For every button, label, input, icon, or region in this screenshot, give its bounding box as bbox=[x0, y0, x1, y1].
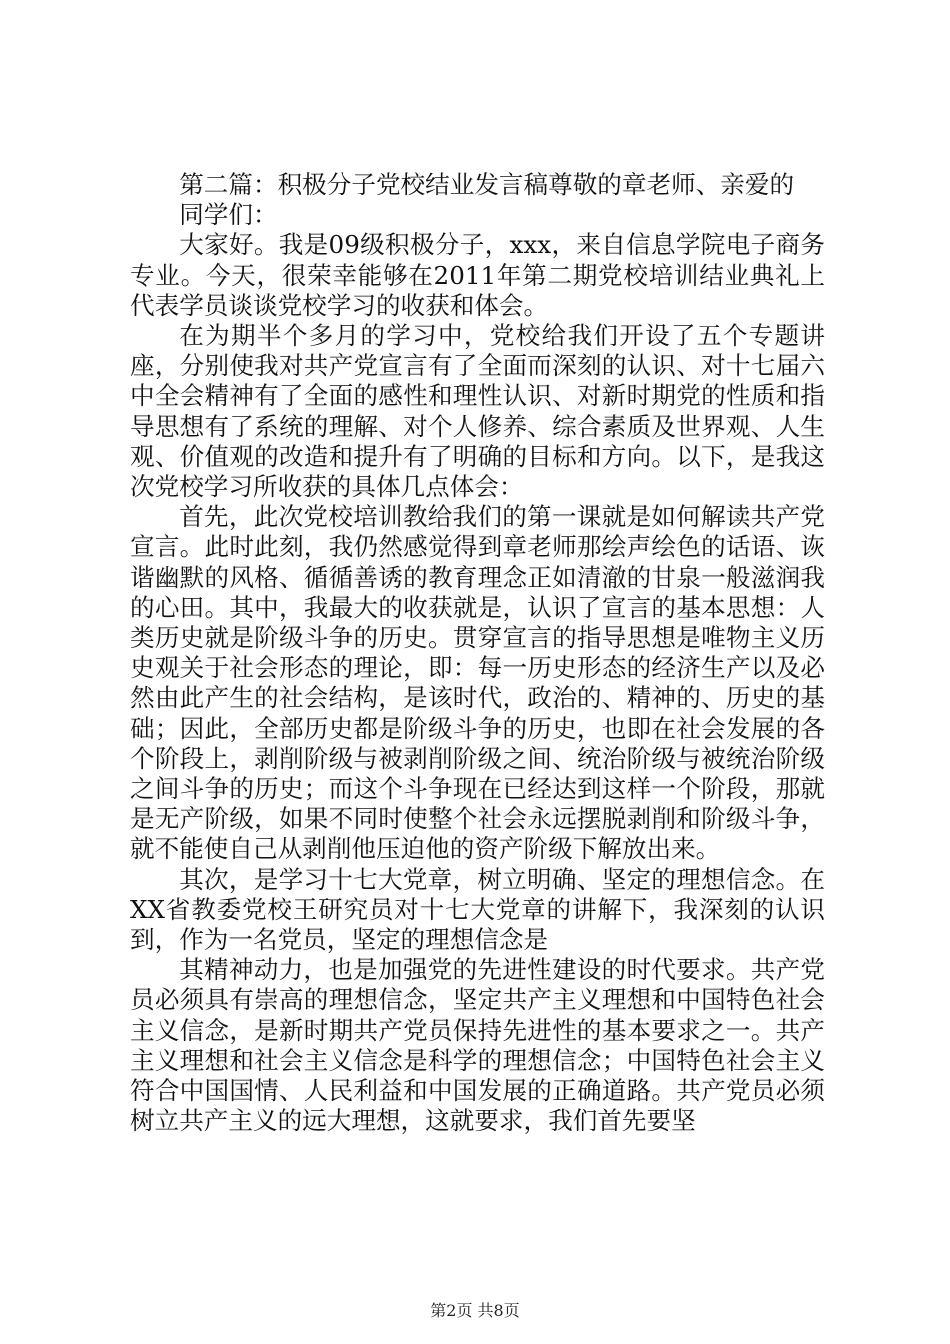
paragraph-first-point: 首先，此次党校培训教给我们的第一课就是如何解读共产党宣言。此时此刻，我仍然感觉得到章老师那绘声绘色的话语、诙谐幽默的风格、循循善诱的教育理念正如清澈的甘泉一般滋润我的心田。其中，我最大的收获就是，认识了宣言的基本思想：人类历史就是阶级斗争的历史。贯穿宣言的指导思想是唯物主义历史观关于社会形态的理论，即：每一历史形态的经济生产以及必然由此产生的社会结构，是该时代，政治的、精神的、历史的基础；因此，全部历史都是阶级斗争的历史，也即在社会发展的各个阶段上，剥削阶级与被剥削阶级之间、统治阶级与被统治阶级之间斗争的历史；而这个斗争现在已经达到这样一个阶段，那就是无产阶级，如果不同时使整个社会永远摆脱剥削和阶级斗争，就不能使自己从剥削他压迫他的资产阶级下解放出来。 bbox=[130, 502, 825, 864]
paragraph-title-line-2: 同学们： bbox=[179, 200, 278, 230]
paragraph-ideals: 其精神动力，也是加强党的先进性建设的时代要求。共产党员必须具有崇高的理想信念，坚定共产主义理想和中国特色社会主义信念，是新时期共产党员保持先进性的基本要求之一。共产主义理想和社会主义信念是科学的理想信念；中国特色社会主义符合中国国情、人民利益和中国发展的正确道路。共产党员必须树立共产主义的远大理想，这就要求，我们首先要坚 bbox=[130, 955, 825, 1136]
document-body bbox=[130, 170, 825, 1137]
paragraph-title-line-1: 第二篇：积极分子党校结业发言稿尊敬的章老师、亲爱的 bbox=[179, 170, 795, 199]
paragraph-second-point: 其次，是学习十七大党章，树立明确、坚定的理想信念。在XX省教委党校王研究员对十七大党章的讲解下，我深刻的认识到，作为一名党员，坚定的理想信念是 bbox=[130, 864, 825, 955]
paragraph-study-overview: 在为期半个多月的学习中，党校给我们开设了五个专题讲座，分别使我对共产党宣言有了全面而深刻的认识、对十七届六中全会精神有了全面的感性和理性认识、对新时期党的性质和指导思想有了系统的理解、对个人修养、综合素质及世界观、人生观、价值观的改造和提升有了明确的目标和方向。以下，是我这次党校学习所收获的具体几点体会： bbox=[130, 321, 825, 502]
paragraph-greeting: 大家好。我是09级积极分子，xxx，来自信息学院电子商务专业。今天，很荣幸能够在2011年第二期党校培训结业典礼上代表学员谈谈党校学习的收获和体会。 bbox=[130, 230, 825, 320]
page-number-footer: 第2页 共8页 bbox=[430, 1301, 520, 1320]
